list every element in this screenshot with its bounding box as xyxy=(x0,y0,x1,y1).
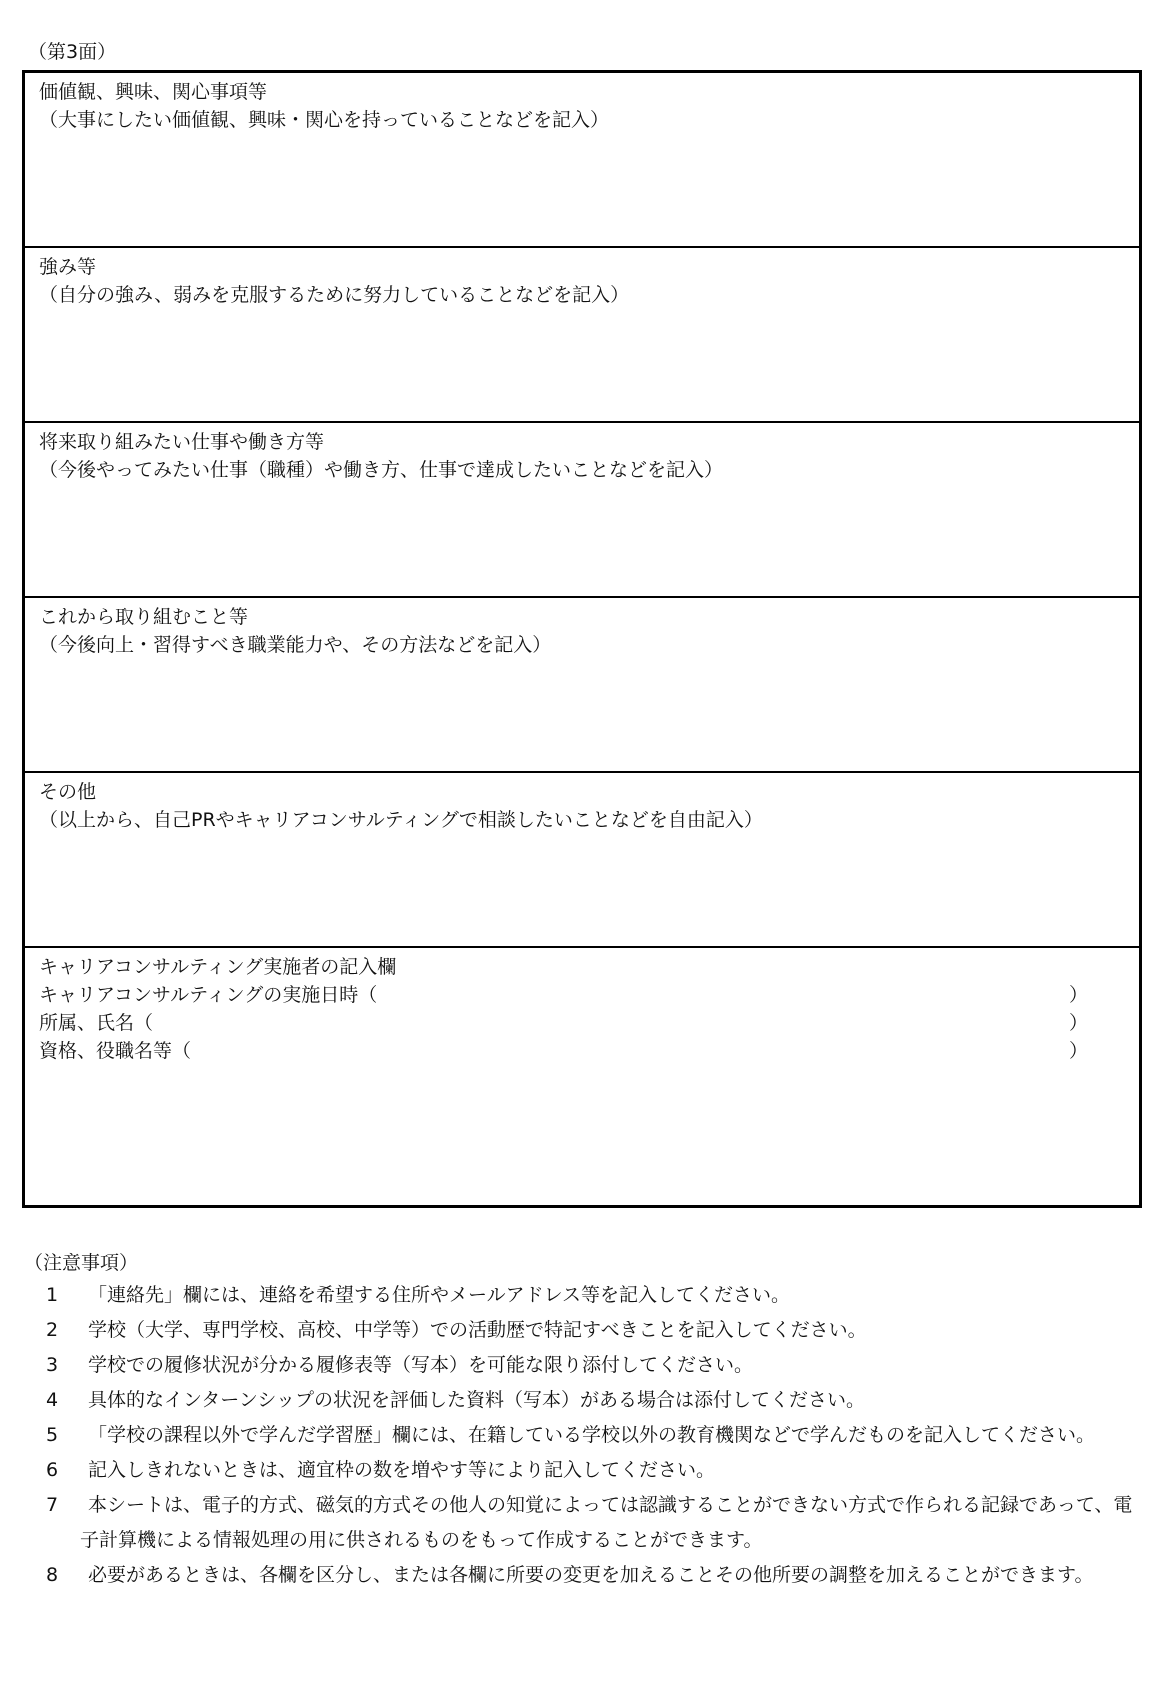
section-title: その他 xyxy=(39,781,97,803)
note-number: 1 xyxy=(46,1284,59,1306)
note-number: 8 xyxy=(46,1564,59,1586)
section-consultant-entry[interactable] xyxy=(25,948,1139,1205)
section-values-interests[interactable] xyxy=(25,73,1139,248)
note-text: 「連絡先」欄には、連絡を希望する住所やメールアドレス等を記入してください。 xyxy=(88,1284,791,1306)
notes-title: （注意事項） xyxy=(24,1252,139,1274)
note-text: 必要があるときは、各欄を区分し、または各欄に所要の変更を加えることその他所要の調整を加えることができます。 xyxy=(88,1564,1094,1586)
section-title: キャリアコンサルティング実施者の記入欄 xyxy=(39,956,397,978)
section-title: 将来取り組みたい仕事や働き方等 xyxy=(39,431,325,453)
close-paren: ） xyxy=(1069,984,1089,1006)
section-title: これから取り組むこと等 xyxy=(39,606,249,628)
section-title: 価値観、興味、関心事項等 xyxy=(39,81,268,103)
note-item xyxy=(24,1558,1134,1593)
note-item xyxy=(24,1418,1134,1453)
section-hint: （自分の強み、弱みを克服するために努力していることなどを記入） xyxy=(39,284,630,306)
affiliation-name-row[interactable] xyxy=(39,1009,1139,1037)
page-number-label: （第3面） xyxy=(28,41,117,63)
note-text: 記入しきれないときは、適宜枠の数を増やす等により記入してください。 xyxy=(88,1459,716,1481)
note-text: 「学校の課程以外で学んだ学習歴」欄には、在籍している学校以外の教育機関などで学んだものを記入してください。 xyxy=(88,1424,1096,1446)
note-number: 2 xyxy=(46,1319,59,1341)
section-other[interactable] xyxy=(25,773,1139,948)
note-number: 4 xyxy=(46,1389,59,1411)
affiliation-name-label: 所属、氏名（ xyxy=(39,1012,154,1034)
note-number: 7 xyxy=(46,1494,59,1516)
consultation-datetime-label: キャリアコンサルティングの実施日時（ xyxy=(39,984,378,1006)
note-text: 学校（大学、専門学校、高校、中学等）での活動歴で特記すべきことを記入してください。 xyxy=(88,1319,867,1341)
section-future-work[interactable] xyxy=(25,423,1139,598)
close-paren: ） xyxy=(1069,1012,1089,1034)
section-hint: （大事にしたい価値観、興味・関心を持っていることなどを記入） xyxy=(39,109,610,131)
qualification-title-label: 資格、役職名等（ xyxy=(39,1040,192,1062)
section-hint: （今後向上・習得すべき職業能力や、その方法などを記入） xyxy=(39,634,552,656)
note-number: 3 xyxy=(46,1354,59,1376)
section-hint: （以上から、自己PRやキャリアコンサルティングで相談したいことなどを自由記入） xyxy=(39,809,763,831)
close-paren: ） xyxy=(1069,1040,1089,1062)
notes-section xyxy=(24,1248,1134,1593)
note-text: 本シートは、電子的方式、磁気的方式その他人の知覚によっては認識することができない方式で作られる記録であって、電子計算機による情報処理の用に供されるものをもって作成することができます。 xyxy=(80,1494,1133,1551)
note-item xyxy=(24,1278,1134,1313)
note-number: 5 xyxy=(46,1424,59,1446)
note-item xyxy=(24,1383,1134,1418)
section-hint: （今後やってみたい仕事（職種）や働き方、仕事で達成したいことなどを記入） xyxy=(39,459,724,481)
section-strengths[interactable] xyxy=(25,248,1139,423)
note-item xyxy=(24,1313,1134,1348)
section-next-steps[interactable] xyxy=(25,598,1139,773)
note-number: 6 xyxy=(46,1459,59,1481)
section-title: 強み等 xyxy=(39,256,97,278)
note-item xyxy=(24,1488,1134,1558)
career-sheet-form xyxy=(22,70,1142,1208)
note-text: 学校での履修状況が分かる履修表等（写本）を可能な限り添付してください。 xyxy=(88,1354,754,1376)
note-text: 具体的なインターンシップの状況を評価した資料（写本）がある場合は添付してください。 xyxy=(88,1389,866,1411)
note-item xyxy=(24,1453,1134,1488)
qualification-title-row[interactable] xyxy=(39,1037,1139,1065)
consultation-datetime-row[interactable] xyxy=(39,981,1139,1009)
note-item xyxy=(24,1348,1134,1383)
